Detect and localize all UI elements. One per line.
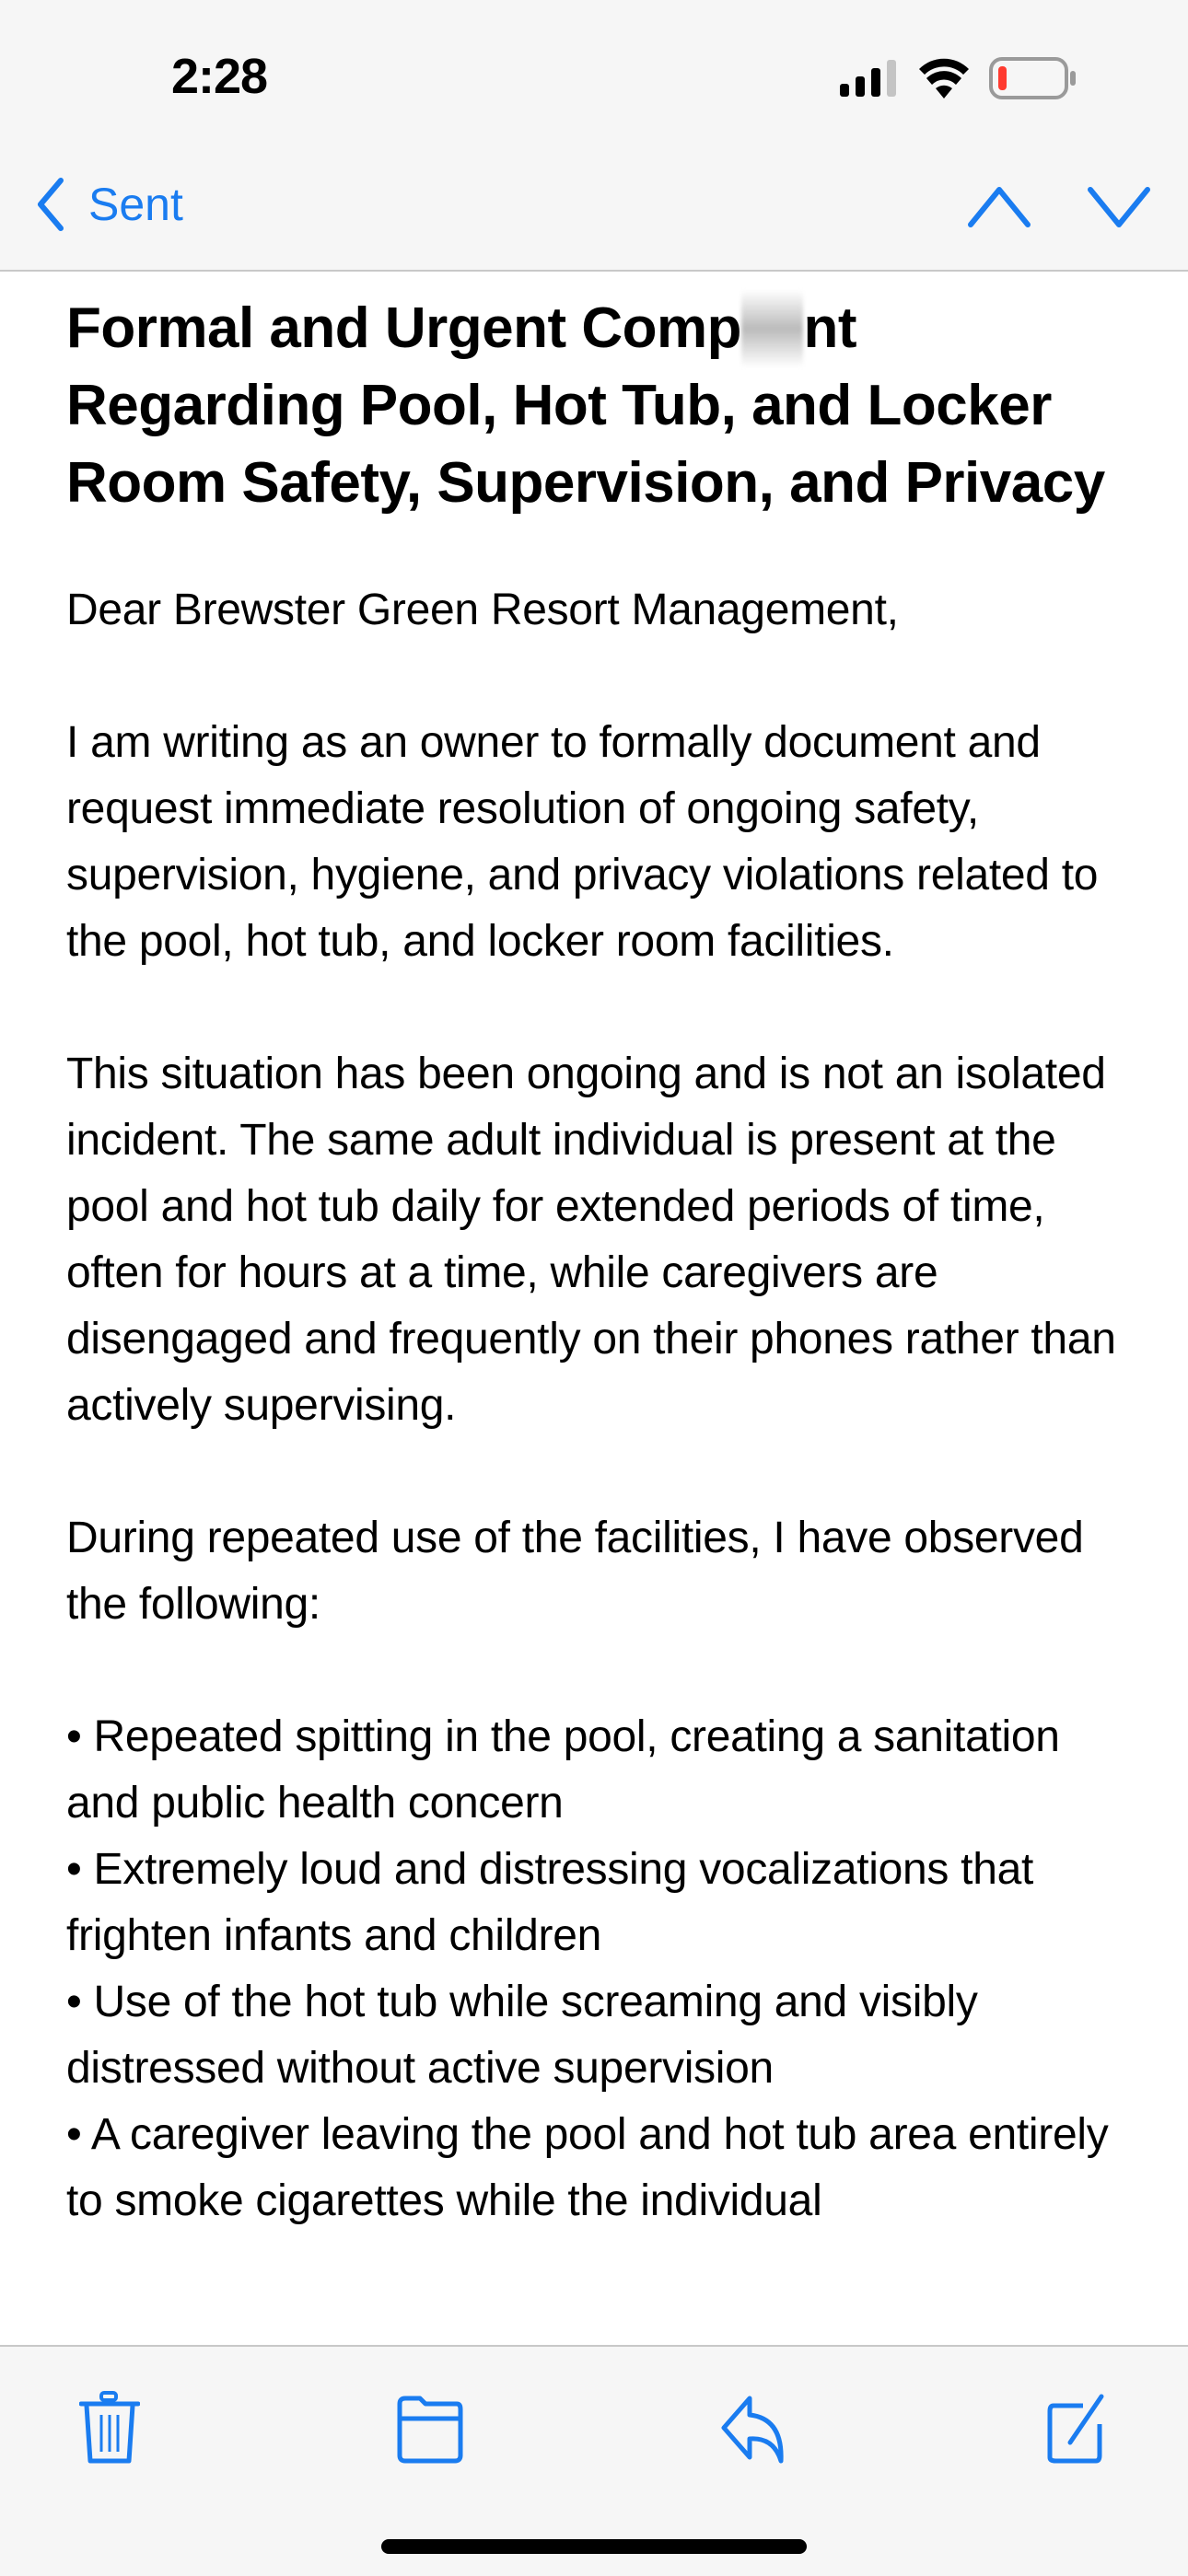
email-body (66, 577, 1125, 2234)
list-item: • Extremely loud and distressing vocalizations that frighten infants and children (66, 1845, 1034, 1960)
reply-button[interactable] (718, 2391, 788, 2469)
compose-button[interactable] (1046, 2391, 1107, 2469)
compose-icon (1046, 2391, 1107, 2465)
subject-text: nt Regarding Pool, Hot Tub, and Locker Room Safety, Supervision, and Privacy (66, 296, 1105, 515)
wifi-icon (917, 58, 971, 99)
greeting: Dear Brewster Green Resort Management, (66, 586, 899, 634)
email-subject (66, 290, 1125, 522)
nav-bar (0, 166, 1188, 272)
reply-icon (718, 2391, 788, 2465)
previous-message-button[interactable] (967, 184, 1031, 235)
back-label: Sent (88, 179, 183, 230)
next-message-button[interactable] (1087, 184, 1151, 235)
paragraph: I am writing as an owner to formally document and request immediate resolution of ongoing safety, supervision, hygiene, and privacy violations related to the pool, hot tub, and locker room facilities. (66, 718, 1099, 966)
list-item: • Repeated spitting in the pool, creating a sanitation and public health concern (66, 1712, 1060, 1828)
home-indicator[interactable] (381, 2539, 807, 2554)
blurred-text (741, 290, 803, 367)
delete-button[interactable] (79, 2391, 140, 2469)
paragraph: During repeated use of the facilities, I have observed the following: (66, 1514, 1084, 1629)
trash-icon (79, 2391, 140, 2465)
cellular-signal-icon (840, 60, 899, 97)
chevron-down-icon (1087, 184, 1151, 230)
move-to-folder-button[interactable] (396, 2391, 464, 2469)
chevron-up-icon (967, 184, 1031, 230)
list-item: • Use of the hot tub while screaming and visibly distressed without active supervision (66, 1978, 978, 2093)
folder-move-icon (396, 2391, 464, 2465)
chevron-left-icon (33, 177, 66, 232)
status-bar (0, 0, 1188, 166)
back-button[interactable] (33, 177, 183, 232)
observation-list (66, 1704, 1125, 2234)
email-content[interactable] (66, 270, 1125, 2345)
status-time: 2:28 (171, 49, 268, 104)
list-item: • A caregiver leaving the pool and hot tub area entirely to smoke cigarettes while the individual (66, 2110, 1109, 2225)
paragraph: This situation has been ongoing and is not an isolated incident. The same adult individual is present at the pool and hot tub daily for extended periods of time, often for hours at a time, while caregivers are disengaged and frequently on their phones rather than actively supervising. (66, 1050, 1116, 1430)
subject-text: Formal and Urgent Comp (66, 296, 742, 360)
battery-low-icon (989, 57, 1077, 99)
